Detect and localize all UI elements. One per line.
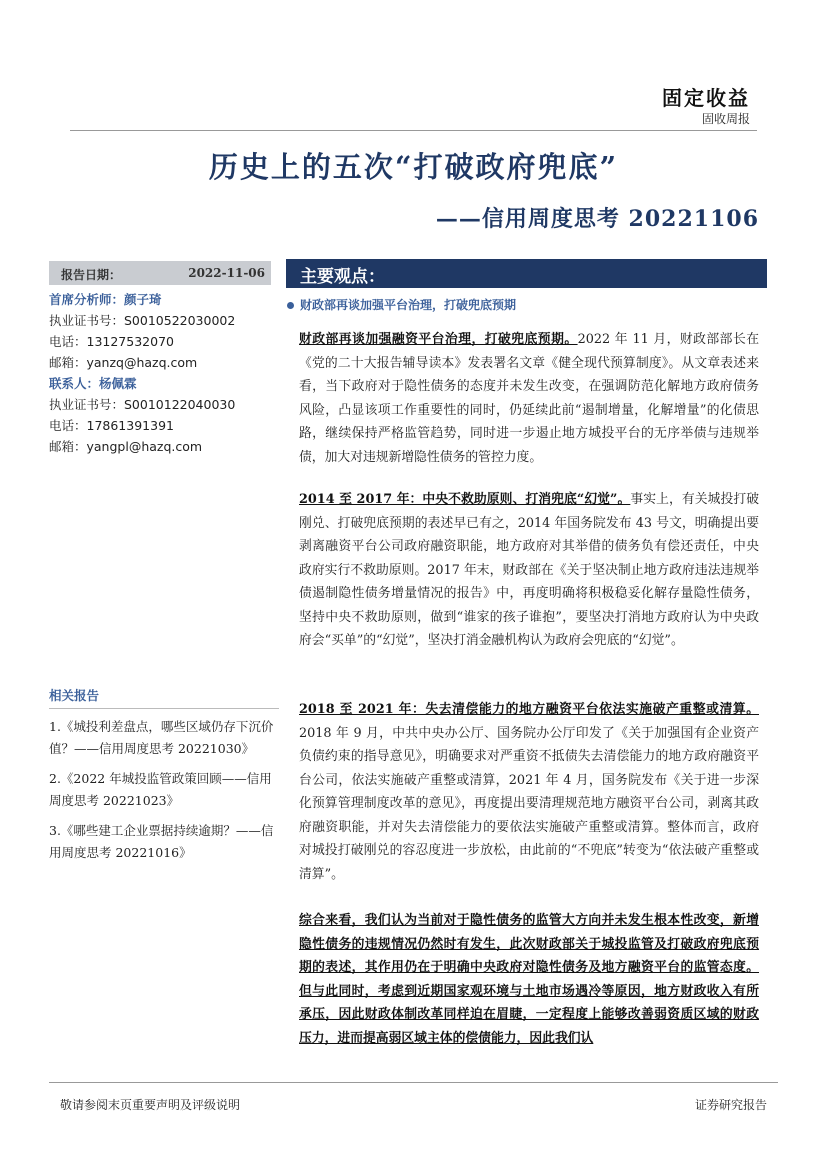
paragraph-lead: 财政部再谈加强融资平台治理，打破兜底预期。 bbox=[299, 332, 578, 347]
analyst-line: 执业证书号：S0010122040030 bbox=[49, 397, 236, 412]
analyst-line: 邮箱：yanzq@hazq.com bbox=[49, 355, 198, 370]
related-reports-divider bbox=[49, 708, 279, 709]
report-type: 固收周报 bbox=[701, 112, 750, 126]
paragraph bbox=[299, 698, 759, 886]
paragraph-body: 2018 年 9 月，中共中央办公厅、国务院办公厅印发了《关于加强国有企业资产负债约束的指导意见》，明确要求对严重资不抵债失去清偿能力的地方政府融资平台公司，依法实施破产重整或清算，2021 年 4 月，国务院发布《关于进一步深化预算管理制度改革的意见》，再度提出要清理规范地方融资平台公司，剥离其政府融资职能，并对失去清偿能力的要依法实施破产重整或清算。整体而言，政府对城投打破刚兑的容忍度进一步放松，由此前的“不兜底”转变为“依法破产重整或清算”。 bbox=[299, 725, 759, 882]
page-subtitle: ——信用周度思考 20221106 bbox=[435, 206, 759, 232]
key-points-label: 主要观点： bbox=[300, 267, 385, 287]
key-points-header bbox=[286, 259, 767, 288]
related-report-link[interactable]: 2.《2022 年城投监管政策回顾——信用周度思考 20221023》 bbox=[49, 771, 272, 808]
paragraph bbox=[299, 328, 759, 469]
footer-divider bbox=[49, 1082, 778, 1083]
report-date-label: 报告日期： bbox=[61, 268, 122, 282]
related-reports-title: 相关报告 bbox=[49, 688, 100, 703]
key-point-text: 财政部再谈加强平台治理，打破兜底预期 bbox=[300, 298, 517, 312]
paragraph bbox=[299, 488, 759, 653]
analyst-line: 联系人：杨佩霖 bbox=[49, 376, 137, 391]
report-date-value: 2022-11-06 bbox=[188, 266, 265, 280]
analyst-info bbox=[49, 289, 271, 457]
related-report-link[interactable]: 3.《哪些建工企业票据持续逾期？——信用周度思考 20221016》 bbox=[49, 823, 274, 860]
report-date-bar bbox=[49, 261, 271, 285]
footer-disclaimer: 敬请参阅末页重要声明及评级说明 bbox=[60, 1098, 241, 1112]
bullet-dot-icon bbox=[287, 302, 294, 309]
paragraph-lead: 2018 至 2021 年：失去清偿能力的地方融资平台依法实施破产重整或清算。 bbox=[299, 702, 759, 717]
page-title: 历史上的五次“打破政府兜底” bbox=[208, 150, 619, 184]
analyst-line: 邮箱：yangpl@hazq.com bbox=[49, 439, 203, 454]
analyst-line: 执业证书号：S0010522030002 bbox=[49, 313, 236, 328]
paragraph-body: 综合来看，我们认为当前对于隐性债务的监管大方向并未发生根本性改变，新增隐性债务的违规情况仍然时有发生，此次财政部关于城投监管及打破政府兜底预期的表述，其作用仍在于明确中央政府对隐性债务及地方融资平台的监管态度。但与此同时，考虑到近期国家观环境与土地市场遇冷等原因，地方财政收入有所承压，因此财政体制改革同样迫在眉睫，一定程度上能够改善弱资质区域的财政压力，进而提高弱区域主体的偿债能力，因此我们认 bbox=[299, 913, 759, 1046]
analyst-line: 电话：17861391391 bbox=[49, 418, 174, 433]
key-point-bullet bbox=[287, 296, 516, 313]
related-report-link[interactable]: 1.《城投利差盘点，哪些区域仍存下沉价值？——信用周度思考 20221030》 bbox=[49, 719, 274, 756]
header-divider bbox=[70, 130, 757, 131]
analyst-line: 首席分析师：颜子琦 bbox=[49, 292, 162, 307]
paragraph-body: 事实上，有关城投打破刚兑、打破兜底预期的表述早已有之，2014 年国务院发布 43 号文，明确提出要剥离融资平台公司政府融资职能，地方政府对其举借的债务负有偿还责任，中央政府实行不救助原则。2017 年末，财政部在《关于坚决制止地方政府违法违规举债遏制隐性债务增量情况的报告》中，再度明确将积极稳妥化解存量隐性债务，坚持中央不救助原则，做到“谁家的孩子谁抱”，要坚决打消地方政府认为中央政府会“买单”的“幻觉”，坚决打消金融机构认为政府会兜底的“幻觉”。 bbox=[299, 492, 759, 648]
paragraph-lead: 2014 至 2017 年：中央不救助原则、打消兜底“幻觉”。 bbox=[299, 492, 631, 507]
footer-report-type: 证券研究报告 bbox=[694, 1098, 767, 1112]
analyst-line: 电话：13127532070 bbox=[49, 334, 174, 349]
paragraph bbox=[299, 909, 759, 1050]
section-tag: 固定收益 bbox=[662, 86, 750, 110]
paragraph-body: 2022 年 11 月，财政部部长在《党的二十大报告辅导读本》发表署名文章《健全现代预算制度》。从文章表述来看，当下政府对于隐性债务的态度并未发生改变，在强调防范化解地方政府债务风险，凸显该项工作重要性的同时，仍延续此前“遏制增量，化解增量”的化债思路，继续保持严格监管趋势，同时进一步遏止地方城投平台的无序举债与违规举债，加大对违规新增隐性债务的管控力度。 bbox=[299, 332, 760, 465]
